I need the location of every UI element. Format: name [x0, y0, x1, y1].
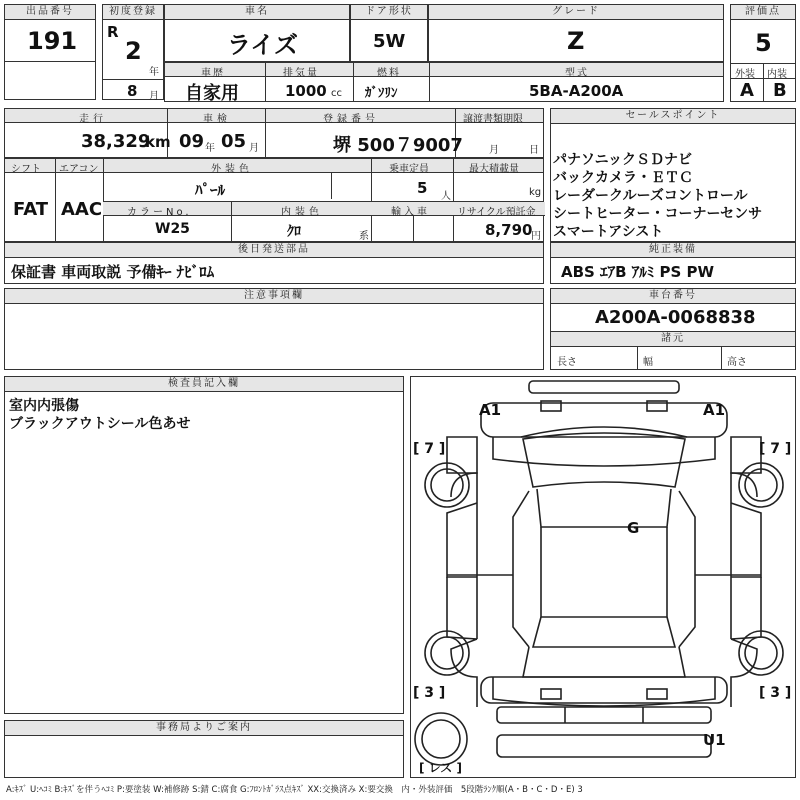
recycle-header: リサイクル預託金	[457, 207, 536, 218]
ext-color-value: ﾊﾟｰﾙ	[195, 181, 226, 199]
recycle-value: 8,790	[485, 221, 533, 239]
fuel-header: 燃料	[377, 68, 401, 79]
color-no-value: W25	[155, 221, 190, 237]
inspection-month-unit: 月	[249, 143, 259, 154]
grade-box	[428, 4, 724, 62]
mileage-header: 走行	[79, 114, 107, 125]
max-load-unit: kg	[529, 187, 542, 198]
history-row	[164, 62, 724, 102]
later-parts-box	[4, 242, 544, 284]
equipment-value: ABS ｴｱB ｱﾙﾐ PS PW	[561, 263, 715, 281]
door-type: 5W	[373, 31, 406, 52]
capacity-value: 5	[417, 179, 428, 197]
first-reg-year: 2	[125, 37, 142, 65]
displacement-header: 排気量	[283, 68, 319, 79]
max-load-header: 最大積載量	[469, 164, 519, 175]
inspection-header: 車検	[203, 114, 231, 125]
tread-rear-left: [ 3 ]	[413, 685, 446, 701]
year-unit: 年	[149, 67, 159, 78]
spare-tire: [ レス ]	[419, 761, 462, 775]
damage-u1: U1	[703, 731, 726, 749]
door-header: ドア形状	[351, 5, 427, 20]
later-parts-value: 保証書 車両取説 予備ｷｰ ﾅﾋﾞﾛﾑ	[11, 263, 215, 281]
aircon-header: エアコン	[59, 164, 99, 175]
displacement-unit: cc	[331, 88, 342, 99]
sales-point-2: バックカメラ・ＥＴＣ	[553, 170, 693, 186]
first-reg-month: 8	[127, 82, 138, 100]
aircon-value: AAC	[61, 199, 103, 220]
capacity-header: 乗車定員	[389, 164, 429, 175]
transfer-header: 譲渡書類期限	[463, 114, 523, 125]
displacement-value: 1000	[285, 82, 327, 100]
inspection-year-unit: 年	[205, 143, 215, 154]
exterior-label: 外装	[735, 69, 755, 80]
damage-g: G	[627, 519, 640, 537]
plate-value: 堺 500７9007	[333, 135, 463, 156]
tread-front-left: [ 7 ]	[413, 441, 446, 457]
width-label: 幅	[643, 357, 653, 368]
sales-point-5: スマートアシスト	[553, 224, 664, 240]
history-header: 車歴	[201, 68, 225, 79]
notes-header: 注意事項欄	[5, 289, 543, 304]
int-color-value: ｸﾛ	[287, 224, 301, 240]
inspector-header: 検査員記入欄	[5, 377, 403, 392]
car-name-box	[164, 4, 350, 62]
inspection-month: 05	[221, 131, 247, 152]
transfer-day: 日	[529, 145, 539, 156]
damage-a1-left: A1	[479, 401, 502, 419]
tread-rear-right: [ 3 ]	[759, 685, 792, 701]
shift-value: FAT	[13, 199, 49, 220]
car-name-header: 車名	[165, 5, 349, 20]
interior-label: 内装	[767, 69, 787, 80]
inspector-box	[4, 376, 404, 714]
int-color-header: 内装色	[281, 207, 323, 218]
tread-front-right: [ 7 ]	[759, 441, 792, 457]
mileage-unit: km	[145, 133, 171, 151]
mileage-value: 38,329	[81, 131, 151, 152]
capacity-unit: 人	[441, 191, 451, 202]
exterior-grade: A	[740, 80, 754, 101]
spec-grid	[4, 158, 544, 242]
sales-point-4: シートヒーター・コーナーセンサ	[553, 206, 763, 222]
later-parts-header: 後日発送部品	[5, 243, 543, 258]
sales-point-3: レーダークルーズコントロール	[553, 188, 748, 204]
first-registration-header: 初度登録	[103, 5, 163, 20]
mileage-row	[4, 108, 544, 158]
recycle-unit: 円	[531, 231, 541, 242]
rating-header: 評価点	[731, 5, 795, 20]
rating-score: 5	[755, 29, 772, 57]
equipment-header: 純正装備	[551, 243, 795, 258]
plate-header: 登録番号	[323, 114, 379, 125]
grade: Z	[567, 27, 585, 55]
length-label: 長さ	[557, 357, 577, 368]
notes-box	[4, 288, 544, 370]
damage-diagram-box	[410, 376, 796, 778]
car-name: ライズ	[227, 31, 299, 59]
sales-points-header: セールスポイント	[551, 109, 795, 124]
ext-color-header: 外装色	[211, 164, 253, 175]
color-no-header: カラーNo.	[127, 207, 192, 218]
height-label: 高さ	[727, 357, 747, 368]
month-unit: 月	[149, 91, 159, 102]
rating-box	[730, 4, 796, 102]
lot-number-header: 出品番号	[5, 5, 95, 20]
int-color-unit: 系	[359, 231, 369, 242]
damage-a1-right: A1	[703, 401, 726, 419]
inspector-line-1: 室内内張傷	[9, 398, 79, 414]
lot-number-box	[4, 4, 96, 100]
interior-grade: B	[773, 80, 787, 101]
door-box	[350, 4, 428, 62]
inspector-line-2: ブラックアウトシール色あせ	[9, 416, 191, 432]
office-header: 事務局よりご案内	[5, 721, 403, 736]
chassis-number: A200A-0068838	[595, 307, 756, 328]
car-outline-diagram	[411, 377, 797, 779]
grade-header: グレード	[429, 5, 723, 20]
legend-text: A:ｷｽﾞ U:ﾍｺﾐ B:ｷｽﾞを伴うﾍｺﾐ P:要塗装 W:補修跡 S:錆 C:腐食 G:ﾌﾛﾝﾄｶﾞﾗｽ点ｷｽﾞ XX:交換済み X:要交換 内・外装評価 5段階ﾗﾝｸ順(A・B・C・D・E) 3	[6, 785, 583, 795]
import-header: 輸入車	[391, 207, 430, 218]
transfer-month: 月	[489, 145, 499, 156]
model-header: 型式	[565, 68, 589, 79]
office-box	[4, 720, 404, 778]
inspection-year: 09	[179, 131, 205, 152]
first-registration-box	[102, 4, 164, 100]
model-value: 5BA-A200A	[529, 82, 624, 100]
sales-point-1: パナソニックＳＤナビ	[553, 152, 693, 168]
chassis-box	[550, 288, 796, 370]
sales-points-box	[550, 108, 796, 242]
fuel-value: ｶﾞｿﾘﾝ	[365, 86, 398, 101]
history-value: 自家用	[185, 83, 239, 104]
chassis-header: 車台番号	[551, 289, 795, 304]
lot-number: 191	[27, 27, 78, 55]
era: R	[107, 23, 119, 41]
specs-header: 諸元	[551, 331, 795, 347]
shift-header: シフト	[11, 164, 41, 175]
equipment-box	[550, 242, 796, 284]
